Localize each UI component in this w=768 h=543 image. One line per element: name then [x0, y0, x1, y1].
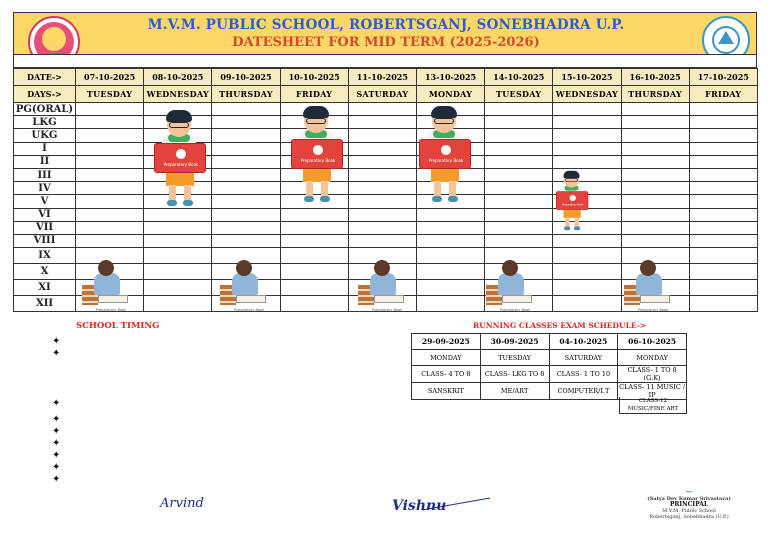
exam-cell: [212, 221, 280, 234]
running-classes-cell: CLASS- 1 TO 10: [549, 366, 618, 383]
class-label: IX: [14, 248, 76, 264]
exam-cell: [485, 155, 553, 168]
exam-cell: [212, 142, 280, 155]
exam-cell: [76, 142, 144, 155]
exam-cell: [621, 208, 689, 221]
timing-bullet: ✦: [52, 474, 61, 485]
class-label: LKG: [14, 116, 76, 129]
timing-bullet: ✦: [52, 414, 61, 425]
exam-cell: [416, 264, 484, 280]
exam-cell: [621, 182, 689, 195]
timing-bullet: ✦: [52, 348, 61, 359]
reader-caption: Preparatory Book: [233, 308, 265, 312]
exam-cell: [416, 234, 484, 247]
running-dates-cell: 30-09-2025: [480, 334, 549, 350]
exam-cell: [212, 195, 280, 208]
exam-cell: [689, 142, 757, 155]
reader-caption: Preparatory Book: [499, 308, 531, 312]
signature-2-stroke: [420, 496, 492, 514]
exam-cell: [76, 221, 144, 234]
exam-cell: [485, 208, 553, 221]
signature-2: Vishnu: [392, 498, 447, 514]
running-subjects-cell: SANSKRIT: [412, 383, 481, 400]
school-timing-label: SCHOOL TIMING: [76, 321, 160, 331]
running-days-cell: TUESDAY: [480, 350, 549, 366]
exam-cell: [348, 129, 416, 142]
book-caption: Preparatory Book: [428, 158, 464, 163]
exam-cell: [144, 221, 212, 234]
days-cell: FRIDAY: [689, 86, 757, 103]
header-spacer-row: [13, 54, 757, 68]
days-cell: MONDAY: [416, 86, 484, 103]
class-label: XI: [14, 280, 76, 296]
reader-caption: Preparatory Book: [95, 308, 127, 312]
signature-1: Arvind: [160, 496, 204, 511]
class-label: III: [14, 168, 76, 181]
exam-cell: [621, 103, 689, 116]
book-caption: Preparatory Book: [300, 158, 336, 163]
exam-cell: [485, 116, 553, 129]
exam-cell: [348, 155, 416, 168]
dates-cell: 07-10-2025: [76, 69, 144, 86]
days-cell: TUESDAY: [485, 86, 553, 103]
exam-cell: [553, 280, 621, 296]
exam-cell: [689, 195, 757, 208]
running-classes-title: RUNNING CLASSES EXAM SCHEDULE->: [473, 321, 647, 330]
exam-cell: [689, 280, 757, 296]
exam-cell: [76, 116, 144, 129]
exam-cell: [212, 168, 280, 181]
exam-cell: [689, 116, 757, 129]
exam-cell: [280, 208, 348, 221]
exam-cell: [144, 234, 212, 247]
exam-cell: [76, 195, 144, 208]
timing-bullet: ✦: [52, 426, 61, 437]
principal-place: Robertsganj, Sonebhadra (U.P.): [649, 514, 729, 520]
dates-cell: 14-10-2025: [485, 69, 553, 86]
exam-cell: [76, 234, 144, 247]
exam-cell: [553, 248, 621, 264]
exam-cell: [348, 234, 416, 247]
sheet-title: DATESHEET FOR MID TERM (2025-2026): [232, 35, 540, 50]
student-studying-illustration: [622, 258, 674, 316]
exam-cell: [416, 280, 484, 296]
days-cell: THURSDAY: [621, 86, 689, 103]
student-reading-illustration: [419, 108, 471, 203]
exam-cell: [485, 142, 553, 155]
reader-caption: Preparatory Book: [637, 308, 669, 312]
student-studying-illustration: [218, 258, 270, 316]
exam-cell: [144, 280, 212, 296]
exam-cell: [689, 234, 757, 247]
running-classes-cell: CLASS- 1 TO 8 (G.K): [618, 366, 687, 383]
reader-caption: Preparatory Book: [371, 308, 403, 312]
row-label: DAYS->: [14, 86, 76, 103]
exam-cell: [76, 168, 144, 181]
exam-cell: [280, 280, 348, 296]
exam-cell: [485, 234, 553, 247]
timing-bullet: ✦: [52, 336, 61, 347]
exam-cell: [416, 296, 484, 312]
days-cell: WEDNESDAY: [144, 86, 212, 103]
principal-name: (Satya Dev Kumar Srivastava): [647, 496, 731, 502]
exam-cell: [689, 208, 757, 221]
exam-cell: [348, 116, 416, 129]
exam-cell: [689, 155, 757, 168]
exam-cell: [348, 142, 416, 155]
principal-title: PRINCIPAL: [669, 501, 709, 508]
running-subjects-cell: COMPUTER/I.T: [549, 383, 618, 400]
dates-cell: 15-10-2025: [553, 69, 621, 86]
running-days-cell: MONDAY: [412, 350, 481, 366]
exam-cell: [212, 155, 280, 168]
dates-cell: 16-10-2025: [621, 69, 689, 86]
exam-cell: [76, 182, 144, 195]
exam-cell: [280, 248, 348, 264]
exam-cell: [280, 234, 348, 247]
exam-cell: [689, 264, 757, 280]
class-label: XII: [14, 296, 76, 312]
days-cell: SATURDAY: [348, 86, 416, 103]
class-label: VIII: [14, 234, 76, 247]
student-studying-illustration: [80, 258, 132, 316]
running-subjects-cell: ME/ART: [480, 383, 549, 400]
exam-cell: [212, 103, 280, 116]
exam-cell: [621, 155, 689, 168]
book-caption: Preparatory Book: [561, 203, 584, 207]
exam-cell: [621, 142, 689, 155]
class-label: I: [14, 142, 76, 155]
exam-cell: [485, 221, 553, 234]
dates-cell: 13-10-2025: [416, 69, 484, 86]
exam-cell: [416, 208, 484, 221]
class-label: II: [14, 155, 76, 168]
timing-bullet: ✦: [52, 398, 61, 409]
dates-cell: 09-10-2025: [212, 69, 280, 86]
exam-cell: [689, 103, 757, 116]
student-reading-illustration: [556, 172, 588, 231]
class-label: UKG: [14, 129, 76, 142]
running-classes-extra: CLASS-12 MUSIC/FINE ART: [619, 397, 687, 414]
running-dates-cell: 04-10-2025: [549, 334, 618, 350]
exam-cell: [553, 296, 621, 312]
dates-cell: 10-10-2025: [280, 69, 348, 86]
running-days-cell: SATURDAY: [549, 350, 618, 366]
exam-cell: [485, 182, 553, 195]
principal-school: M.V.M. Public School: [662, 508, 716, 514]
class-label: X: [14, 264, 76, 280]
days-cell: TUESDAY: [76, 86, 144, 103]
exam-cell: [621, 195, 689, 208]
exam-cell: [553, 234, 621, 247]
days-cell: THURSDAY: [212, 86, 280, 103]
running-classes-table: [411, 333, 687, 400]
exam-cell: [621, 221, 689, 234]
class-label: IV: [14, 182, 76, 195]
class-label: VI: [14, 208, 76, 221]
exam-cell: [280, 296, 348, 312]
exam-cell: [485, 168, 553, 181]
class-label: PG(ORAL): [14, 103, 76, 116]
exam-cell: [553, 116, 621, 129]
class-label: VII: [14, 221, 76, 234]
exam-cell: [144, 248, 212, 264]
exam-cell: [144, 296, 212, 312]
exam-cell: [689, 296, 757, 312]
exam-cell: [348, 168, 416, 181]
student-studying-illustration: [356, 258, 408, 316]
exam-cell: [348, 221, 416, 234]
exam-cell: [76, 103, 144, 116]
exam-cell: [76, 155, 144, 168]
exam-cell: [485, 195, 553, 208]
exam-cell: [212, 116, 280, 129]
exam-cell: [689, 168, 757, 181]
exam-cell: [689, 248, 757, 264]
dates-cell: 11-10-2025: [348, 69, 416, 86]
school-name: M.V.M. PUBLIC SCHOOL, ROBERTSGANJ, SONEBHADRA U.P.: [147, 17, 625, 33]
exam-cell: [280, 264, 348, 280]
running-dates-cell: 29-09-2025: [412, 334, 481, 350]
exam-cell: [689, 129, 757, 142]
timing-bullet: ✦: [52, 450, 61, 461]
class-label: V: [14, 195, 76, 208]
timing-bullet: ✦: [52, 462, 61, 473]
principal-block: ~ (Satya Dev Kumar Srivastava) PRINCIPAL M.V.M. Public School Robertsganj, Sonebhadra (U.P.): [633, 490, 745, 520]
exam-cell: [280, 221, 348, 234]
row-label: DATE->: [14, 69, 76, 86]
exam-cell: [621, 116, 689, 129]
exam-cell: [553, 103, 621, 116]
running-classes-cell: CLASS- 4 TO 8: [412, 366, 481, 383]
exam-cell: [348, 103, 416, 116]
exam-cell: [212, 129, 280, 142]
exam-cell: [144, 208, 212, 221]
exam-cell: [76, 208, 144, 221]
exam-cell: [553, 155, 621, 168]
days-cell: FRIDAY: [280, 86, 348, 103]
student-reading-illustration: [154, 112, 206, 207]
student-reading-illustration: [291, 108, 343, 203]
exam-cell: [485, 103, 553, 116]
exam-cell: [689, 182, 757, 195]
dates-cell: 08-10-2025: [144, 69, 212, 86]
exam-cell: [212, 234, 280, 247]
exam-cell: [621, 234, 689, 247]
book-caption: Preparatory Book: [163, 162, 199, 167]
running-classes-cell: CLASS- LKG TO 8: [480, 366, 549, 383]
exam-cell: [621, 129, 689, 142]
timing-bullet: ✦: [52, 438, 61, 449]
exam-cell: [76, 129, 144, 142]
exam-cell: [621, 168, 689, 181]
exam-cell: [689, 221, 757, 234]
exam-cell: [348, 208, 416, 221]
student-studying-illustration: [484, 258, 536, 316]
exam-cell: [416, 221, 484, 234]
exam-cell: [416, 248, 484, 264]
exam-cell: [144, 264, 212, 280]
running-subjects-cell: CLASS- 11 MUSIC / IP: [619, 383, 686, 399]
exam-cell: [553, 129, 621, 142]
running-days-cell: MONDAY: [618, 350, 687, 366]
exam-cell: [212, 182, 280, 195]
exam-cell: [553, 142, 621, 155]
exam-cell: [553, 264, 621, 280]
exam-cell: [212, 208, 280, 221]
exam-cell: [485, 129, 553, 142]
exam-cell: [348, 182, 416, 195]
running-dates-cell: 06-10-2025: [618, 334, 687, 350]
exam-cell: [348, 195, 416, 208]
days-cell: WEDNESDAY: [553, 86, 621, 103]
dates-cell: 17-10-2025: [689, 69, 757, 86]
